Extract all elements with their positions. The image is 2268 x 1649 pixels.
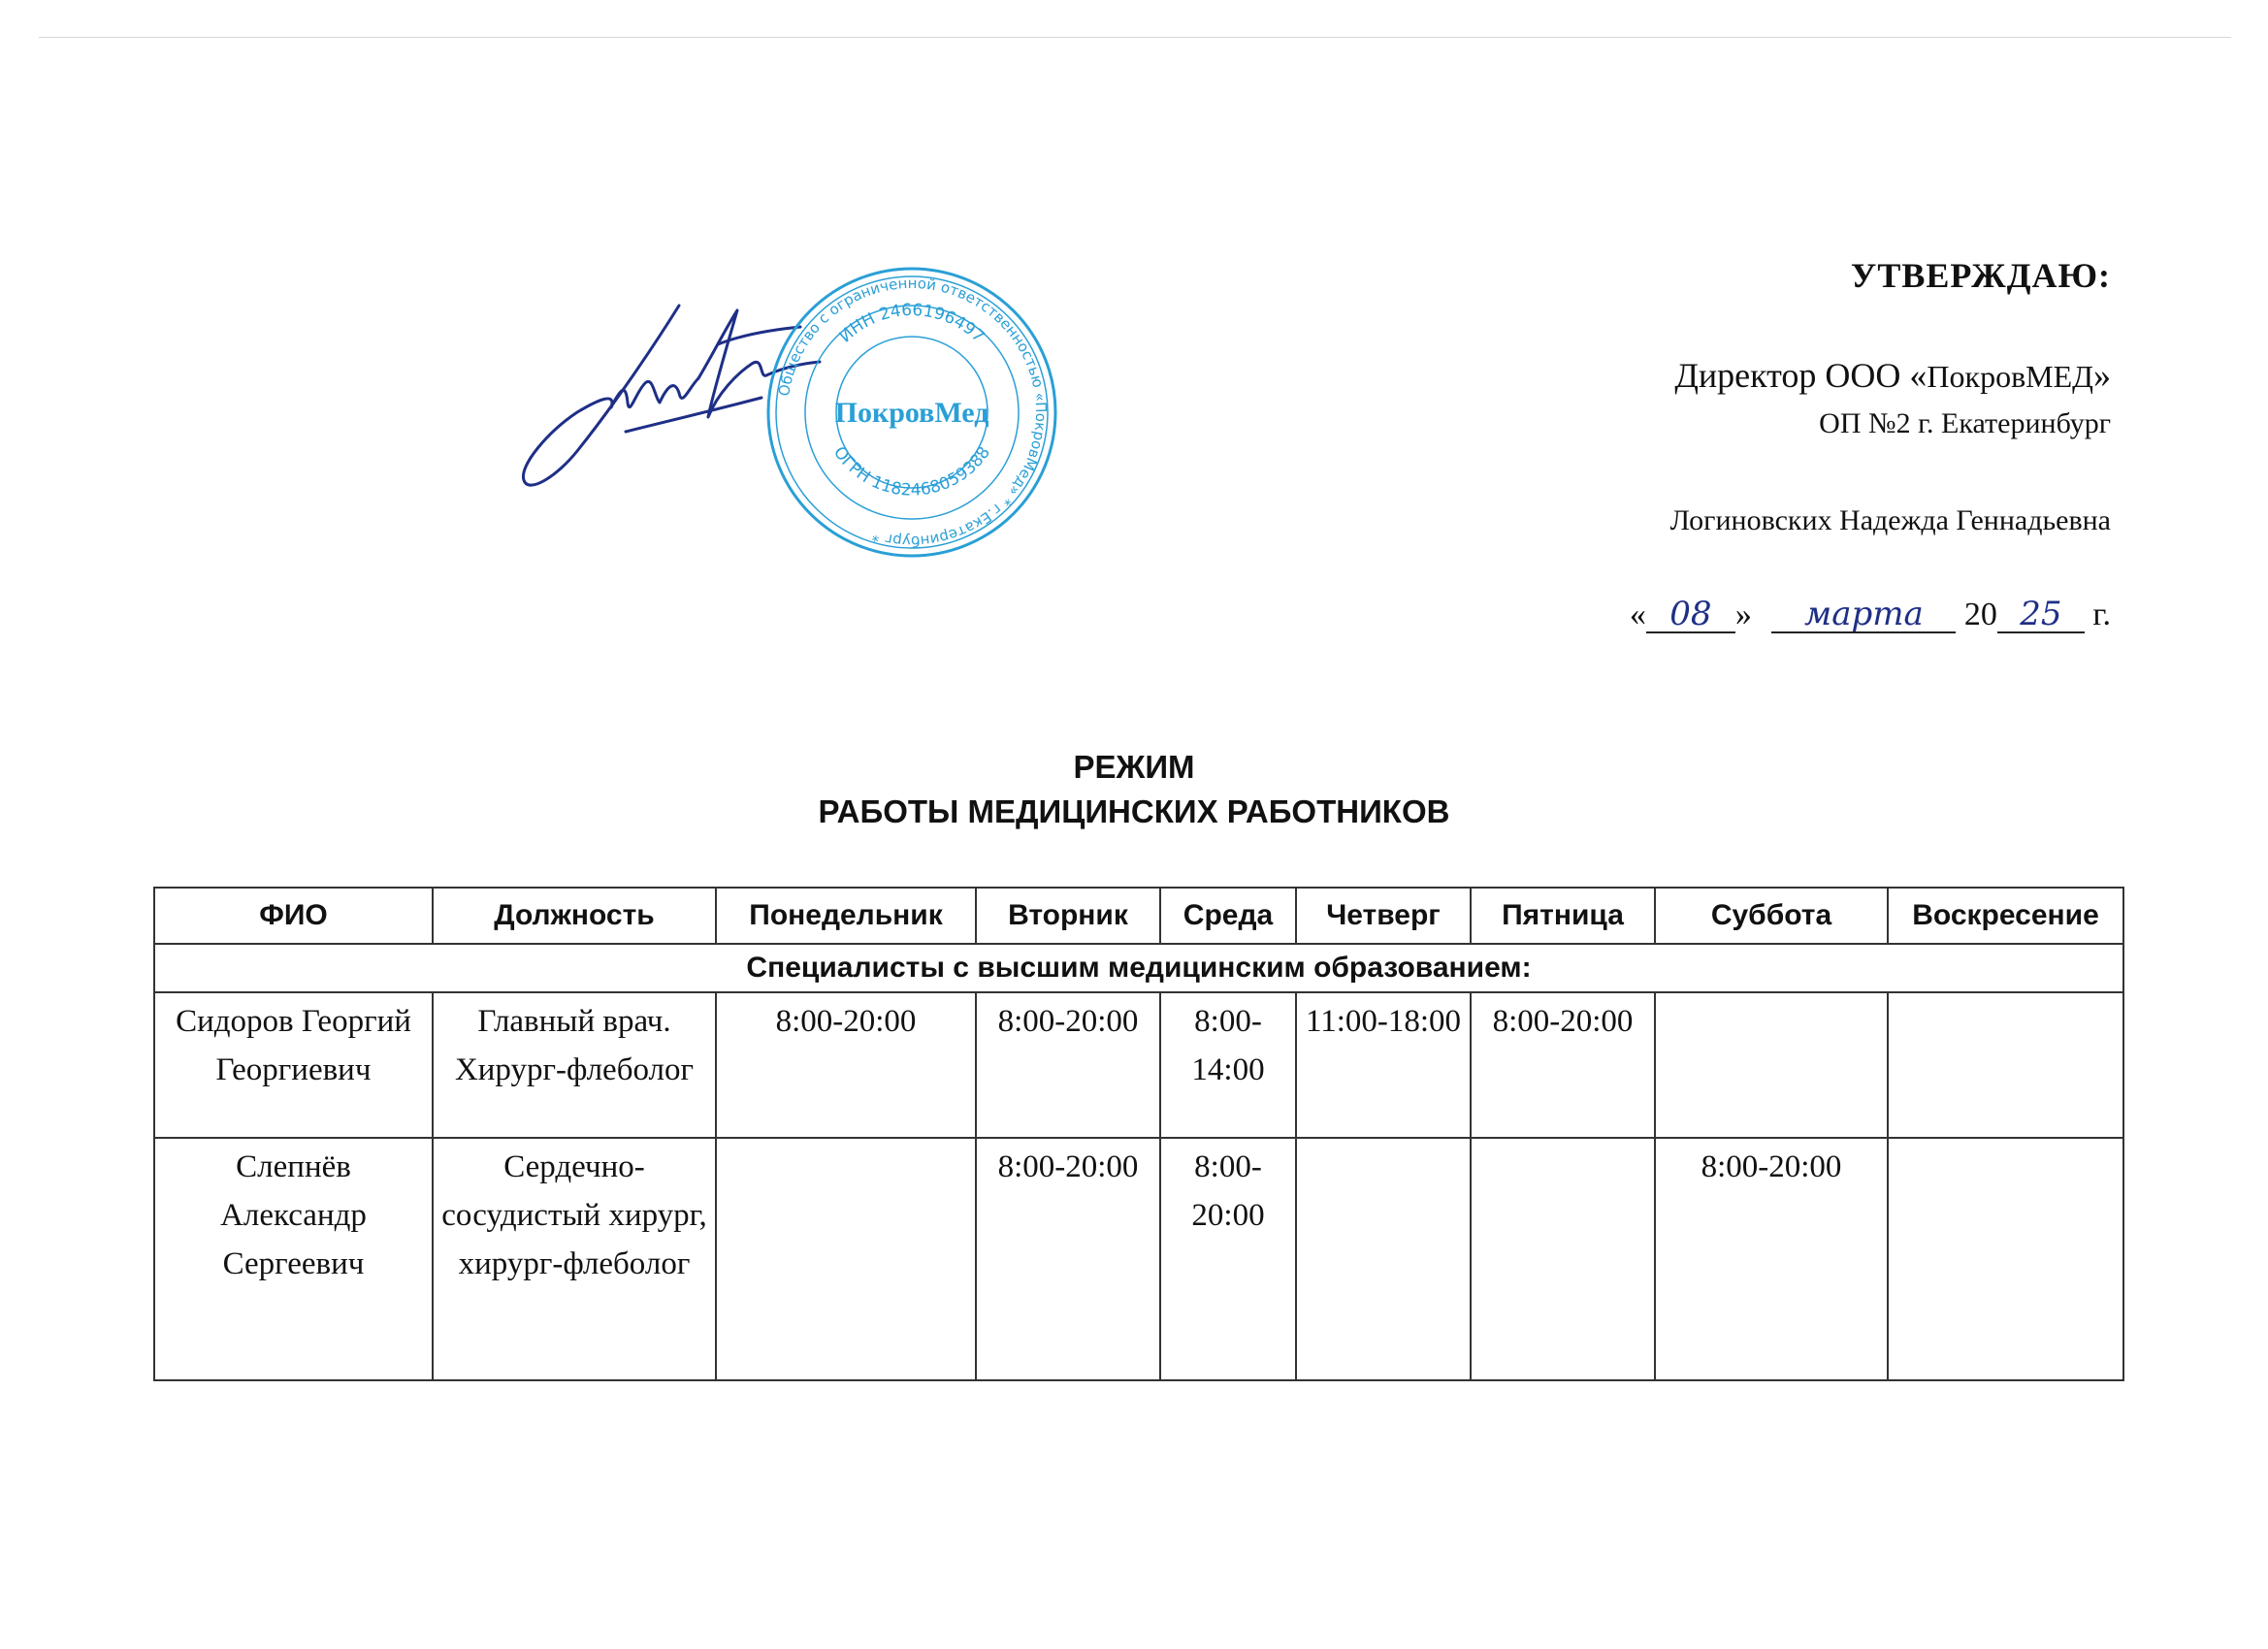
table-row xyxy=(154,1138,2123,1380)
document-title xyxy=(0,745,2268,834)
date-day: 08 xyxy=(1646,597,1735,633)
table-cell: 8:00-20:00 xyxy=(716,992,976,1138)
table-cell xyxy=(1296,1138,1471,1380)
stamp-inn: ИНН 2466196497 xyxy=(835,300,988,347)
table-cell: 8:00-20:00 xyxy=(976,992,1160,1138)
approval-block xyxy=(1490,254,2111,636)
column-header: ФИО xyxy=(154,888,433,944)
column-header: Четверг xyxy=(1296,888,1471,944)
column-header: Пятница xyxy=(1471,888,1655,944)
table-cell xyxy=(1471,1138,1655,1380)
table-cell: Сидоров Георгий Георгиевич xyxy=(154,992,433,1138)
date-month: марта xyxy=(1771,597,1956,633)
table-cell: 8:00-20:00 xyxy=(1471,992,1655,1138)
organization-name: ПокровМЕД xyxy=(1927,359,2093,394)
date-close-quote: » xyxy=(1734,597,1752,632)
section-title: Специалисты с высшим медицинским образованием: xyxy=(154,944,2123,992)
scan-edge-line xyxy=(39,37,2231,38)
director-name: Логиновских Надежда Геннадьевна xyxy=(1669,503,2111,536)
date-year-abbr: г. xyxy=(2092,597,2111,632)
table-cell: Слепнёв Александр Сергеевич xyxy=(154,1138,433,1380)
table-cell xyxy=(716,1138,976,1380)
approval-date xyxy=(1490,595,2111,636)
table-cell: 8:00-14:00 xyxy=(1160,992,1296,1138)
column-header: Среда xyxy=(1160,888,1296,944)
schedule-table xyxy=(153,887,2124,1381)
stamp-ogrn: ОГРН 1182468059388 xyxy=(828,442,995,501)
title-line-2: РАБОТЫ МЕДИЦИНСКИХ РАБОТНИКОВ xyxy=(818,793,1450,829)
title-line-1: РЕЖИМ xyxy=(1073,749,1195,785)
position-suffix: » xyxy=(2093,356,2111,395)
date-open-quote: « xyxy=(1629,597,1646,632)
table-cell xyxy=(1655,992,1888,1138)
director-position xyxy=(1490,354,2111,398)
branch-name: ОП №2 г. Екатеринбург xyxy=(1819,407,2111,439)
table-row xyxy=(154,992,2123,1138)
svg-text:ИНН 2466196497 xyxy=(836,301,988,347)
table-cell: 8:00-20:00 xyxy=(1655,1138,1888,1380)
column-header: Вторник xyxy=(976,888,1160,944)
position-prefix: Директор ООО « xyxy=(1674,356,1928,395)
stamp-center-text: ПокровМед xyxy=(834,397,989,429)
table-cell xyxy=(1888,992,2123,1138)
table-cell: 8:00-20:00 xyxy=(1160,1138,1296,1380)
date-year-suffix: 25 xyxy=(1997,597,2085,633)
column-header: Воскресение xyxy=(1888,888,2123,944)
approval-title: УТВЕРЖДАЮ: xyxy=(1850,256,2111,295)
section-row xyxy=(154,944,2123,992)
table-cell: 11:00-18:00 xyxy=(1296,992,1471,1138)
column-header: Суббота xyxy=(1655,888,1888,944)
svg-text:ОГРН 1182468059388 xyxy=(829,443,994,501)
date-year-prefix: 20 xyxy=(1963,597,1997,632)
organization-stamp xyxy=(761,262,1062,563)
table-cell: 8:00-20:00 xyxy=(976,1138,1160,1380)
table-cell: Главный врач. Хирург-флеболог xyxy=(433,992,716,1138)
column-header: Понедельник xyxy=(716,888,976,944)
table-header-row xyxy=(154,888,2123,944)
table-cell xyxy=(1888,1138,2123,1380)
column-header: Должность xyxy=(433,888,716,944)
stamp-outer-text: Общество с ограниченной ответственностью «ПокровМед» * г.Екатеринбург * xyxy=(775,274,1051,551)
table-cell: Сердечно-сосудистый хирург, хирург-флеболог xyxy=(433,1138,716,1380)
